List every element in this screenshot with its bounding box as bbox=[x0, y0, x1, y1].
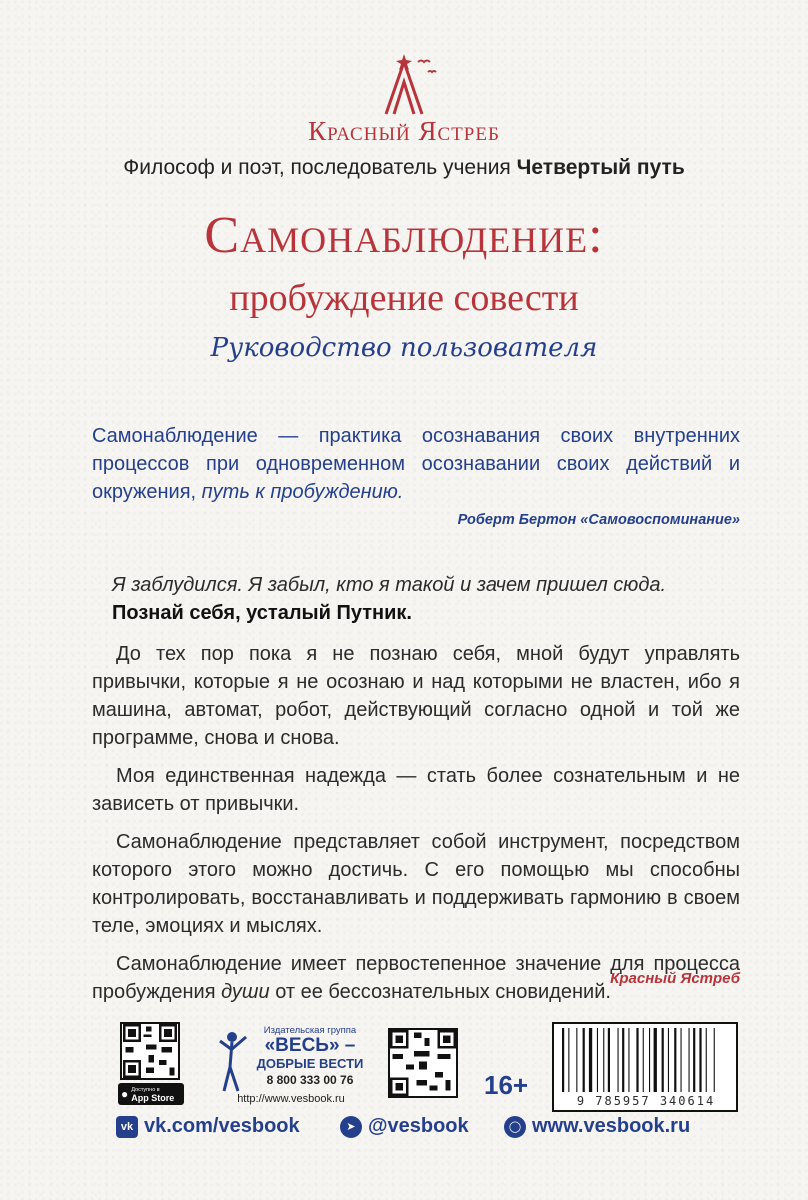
social-links bbox=[0, 1115, 808, 1149]
barcode-bars bbox=[562, 1028, 728, 1092]
website-link-label: www.vesbook.ru bbox=[532, 1115, 691, 1137]
vk-link[interactable] bbox=[116, 1115, 300, 1138]
intro-quote bbox=[92, 422, 740, 506]
paragraph-3: Самонаблюдение представляет собой инструмент, посредством которого этого можно достичь. С его помощью мы способны контролировать, восстанавливать и поддерживать гармонию в своем теле, эмоциях и мыслях. bbox=[92, 831, 740, 937]
author-description bbox=[0, 156, 808, 180]
vk-icon: vk bbox=[116, 1116, 138, 1138]
p4-italic: души bbox=[221, 981, 270, 1003]
signature: Красный Ястреб bbox=[610, 970, 740, 987]
publisher-name-2: ДОБРЫЕ ВЕСТИ bbox=[256, 1056, 364, 1071]
publisher-phone: 8 800 333 00 76 bbox=[266, 1073, 354, 1087]
book-guide-label: Руководство пользователя bbox=[210, 333, 598, 363]
quote-text: Самонаблюдение — практика осознавания своих внутренних процессов при одновременном осознавании своих действий и окружения, bbox=[92, 425, 740, 503]
isbn-barcode bbox=[552, 1022, 738, 1112]
publisher-block bbox=[216, 1025, 366, 1115]
epigraph-line-2: Познай себя, усталый Путник. bbox=[112, 602, 412, 624]
epigraph-line-1: Я заблудился. Я забыл, кто я такой и зачем пришел сюда. bbox=[112, 574, 667, 596]
author-desc-text: Философ и поэт, последователь учения bbox=[123, 156, 517, 179]
telegram-link-label: @vesbook bbox=[368, 1115, 469, 1137]
book-subtitle: пробуждение совести bbox=[229, 277, 579, 319]
red-hawk-logo-icon bbox=[370, 52, 450, 118]
p4-text-a: Самонаблюдение имеет первостепенное значение для процесса пробуждения bbox=[92, 953, 740, 1003]
publisher-name: «ВЕСЬ» – bbox=[264, 1035, 356, 1056]
author-name: Красный Ястреб bbox=[308, 116, 500, 146]
qr-code-site-icon[interactable] bbox=[388, 1028, 458, 1098]
telegram-icon: ➤ bbox=[340, 1116, 362, 1138]
appstore-label: App Store bbox=[131, 1093, 175, 1103]
website-link[interactable] bbox=[504, 1115, 690, 1138]
body-text bbox=[92, 640, 740, 1016]
quote-author: Роберт Бертон «Самовоспоминание» bbox=[457, 512, 740, 528]
publisher-group: Издательская группа bbox=[263, 1025, 357, 1036]
book-title: Самонаблюдение: bbox=[204, 207, 604, 264]
globe-icon: ◯ bbox=[504, 1116, 526, 1138]
qr-code-app-icon[interactable] bbox=[120, 1022, 180, 1080]
paragraph-2: Моя единственная надежда — стать более сознательным и не зависеть от привычки. bbox=[92, 765, 740, 815]
apple-icon: ● bbox=[121, 1087, 129, 1101]
publisher-url[interactable]: http://www.vesbook.ru bbox=[237, 1093, 345, 1105]
age-rating: 16+ bbox=[484, 1070, 529, 1100]
app-store-badge[interactable] bbox=[118, 1083, 184, 1105]
paragraph-1: До тех пор пока я не познаю себя, мной будут управлять привычки, которые я не осознаю и над которыми не властен, ибо я машина, автомат, робот, действующий согласно одной и той же программе, снова и снова. bbox=[92, 643, 740, 749]
appstore-small-label: Доступно в bbox=[131, 1087, 160, 1093]
p4-text-b: от ее бессознательных сновидений. bbox=[269, 981, 611, 1003]
author-desc-bold: Четвертый путь bbox=[516, 156, 685, 179]
isbn-number: 9 785957 340614 bbox=[576, 1094, 716, 1108]
quote-italic: путь к пробуждению. bbox=[201, 481, 404, 503]
vk-link-label: vk.com/vesbook bbox=[144, 1115, 300, 1137]
telegram-link[interactable] bbox=[340, 1115, 469, 1138]
